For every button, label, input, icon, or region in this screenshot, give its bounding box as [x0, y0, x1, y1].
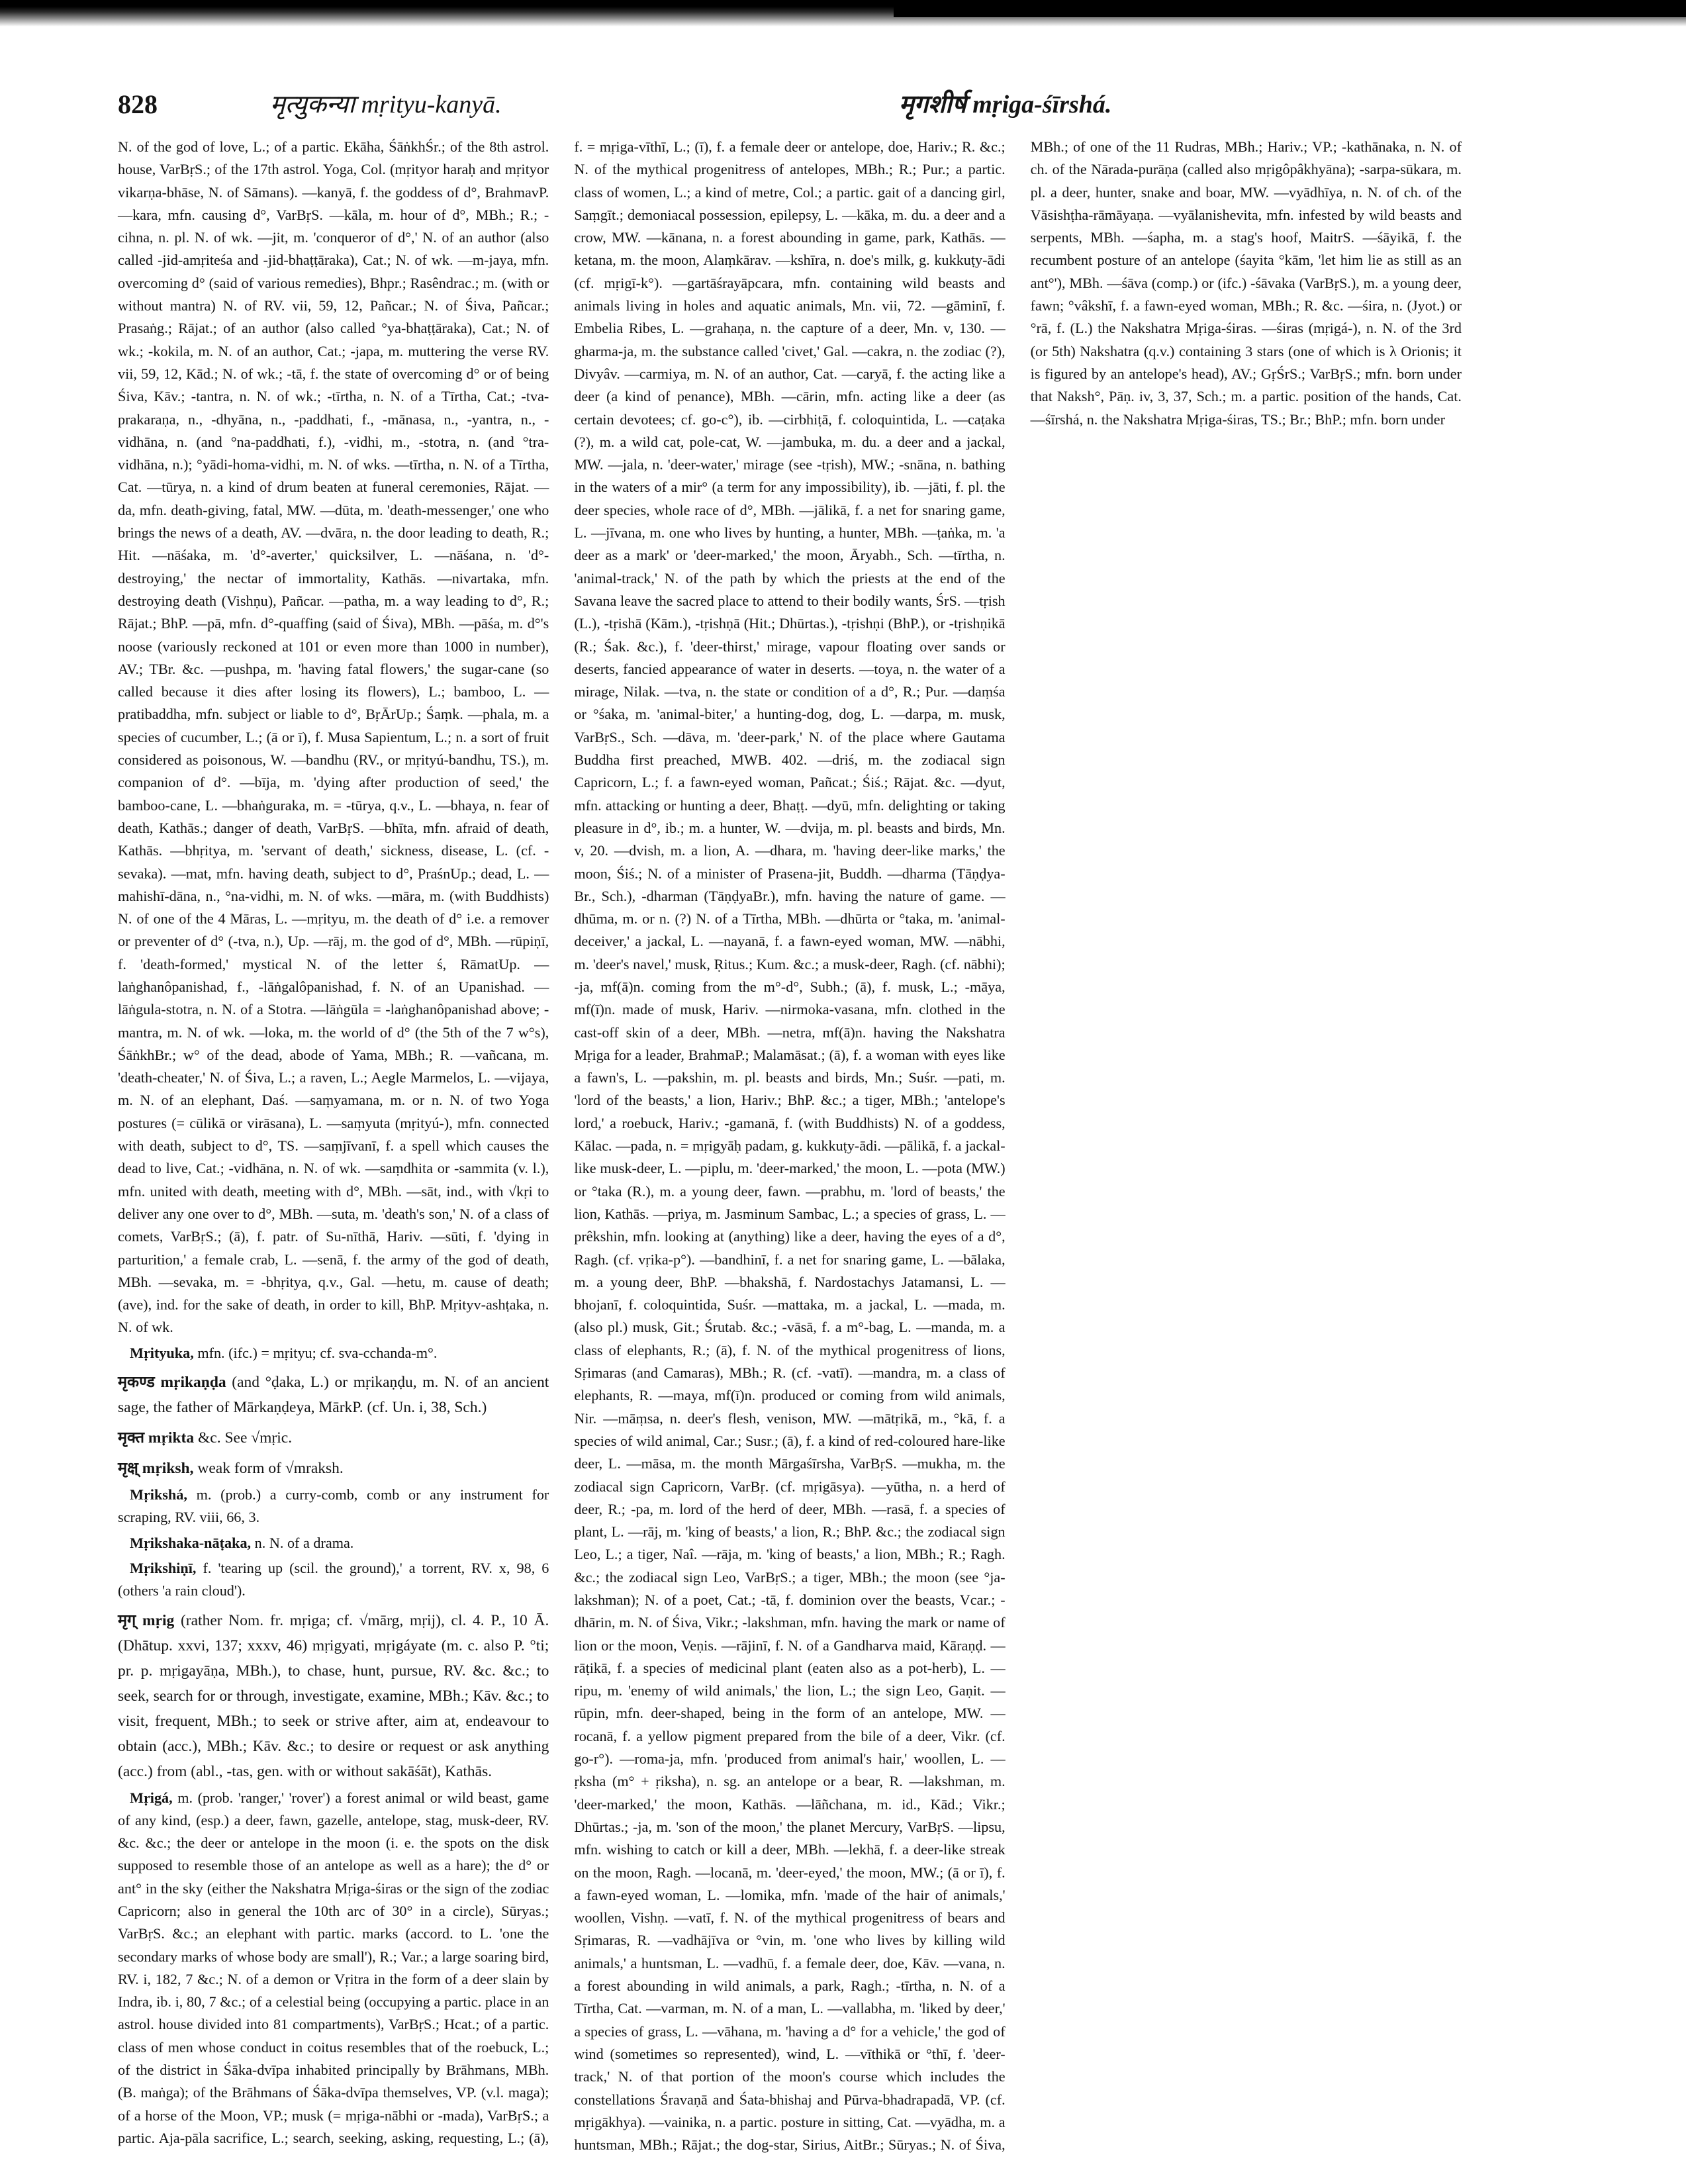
entry-headword: Mṛikshá, — [130, 1486, 187, 1503]
dictionary-entry — [118, 1484, 549, 1529]
page-number: 828 — [118, 89, 158, 119]
entry-text: &c. See √mṛic. — [194, 1429, 293, 1447]
entry-text: m. (prob. 'ranger,' 'rover') a forest animal or wild beast, game of any kind, (esp.) a deer, fawn, gazelle, antelope, stag, musk-deer, RV. &c. &c.; the deer or antelope in the moon (i. e. the spots on the disk supposed to resemble those of an antelope as well as a hare); the d° or ant° in the sky (either the Nakshatra Mṛiga-śiras or the sign of the zodiac Capricorn; also in general the 10th arc of 30° in a circle), Sūryas.; VarBṛS. &c.; an elephant with partic. marks (accord. to L. 'one the secondary marks of whose body are small'), R.; Var.; a large soaring bird, RV. i, 182, 7 &c.; N. of a demon or Vṛitra in the form of a deer slain by Indra, ib. i, 80, 7 &c.; of a celestial being (occupying a partic. place in an astrol. house divided into 81 compartments), VarBṛS.; Hcat.; of a partic. class of men whose conduct in coitus resembles that of the roebuck, L.; of the district in Śāka-dvīpa inhabited principally by Brāhmans, MBh. (B. maṅga); of the Brāhmans of Śāka-dvīpa themselves, VP. (v.l. maga); of a horse of the Moon, VP.; musk (= mṛiga-nābhi or -mada), VarBṛS.; a partic. Aja-pāla sacrifice, L.; search, seeking, asking, requesting, L.; (ā), f. = mṛiga-vīthī, L.; (ī), f. a female deer or antelope, doe, Hariv.; R. &c.; N. of the mythical progenitress of antelopes, MBh.; R.; Pur.; a partic. class of women, L.; a kind of metre, Col.; a partic. gait of a dancing girl, Saṃgīt.; demoniacal possession, epilepsy, L. —kāka, m. du. a deer and a crow, MW. —kānana, n. a forest abounding in game, park, Kathās. —ketana, m. the moon, Alaṃkārav. —kshīra, n. doe's milk, g. kukkuṭy-ādi (cf. mṛigī-k°). —gartāśrayāpcara, mfn. containing wild beasts and animals living in holes and aquatic animals, Mn. vii, 72. —gāminī, f. Embelia Ribes, L. —grahaṇa, n. the capture of a deer, Mn. v, 130. —gharma-ja, m. the substance called 'civet,' Gal. —cakra, n. the zodiac (?), Divyâv. —carmiya, m. N. of an author, Cat. —caryā, f. the acting like a deer (a kind of penance), MBh. —cārin, mfn. acting like a deer (as certain devotees; cf. go-c°), ib. —cirbhiṭā, f. coloquintida, L. —caṭaka (?), m. a wild cat, pole-cat, W. —jambuka, m. du. a deer and a jackal, MW. —jala, n. 'deer-water,' mirage (see -tṛish), MW.; -snāna, n. bathing in the waters of a mir° (a term for any impossibility), ib. —jāti, f. pl. the deer species, whole race of d°, MBh. —jālikā, f. a net for snaring game, L. —jīvana, m. one who lives by hunting, a hunter, MBh. —ṭaṅka, m. 'a deer as a mark' or 'deer-marked,' the moon, Āryabh., Sch. —tīrtha, n. 'animal-track,' N. of the path by which the priests at the end of the Savana leave the sacred place to attend to their bodily wants, ŚrS. —tṛish (L.), -tṛishā (Kām.), -tṛishṇā (Hit.; Dhūrtas.), -tṛishṇi (BhP.), or -tṛishṇikā (R.; Śak. &c.), f. 'deer-thirst,' mirage, vapour floating over sands or deserts, fancied appearance of water in deserts. —toya, n. the water of a mirage, Nilak. —tva, n. the state or condition of a d°, R.; Pur. —daṃśa or °śaka, m. 'animal-biter,' a hunting-dog, dog, L. —darpa, m. musk, VarBṛS., Sch. —dāva, m. 'deer-park,' N. of the place where Gautama Buddha first preached, MWB. 402. —driś, m. the zodiacal sign Capricorn, L.; f. a fawn-eyed woman, Pañcat.; Śiś.; Rājat. &c. —dyut, mfn. attacking or hunting a deer, Bhaṭṭ. —dyū, mfn. delighting or taking pleasure in d°, ib.; m. a hunter, W. —dvija, m. pl. beasts and birds, Mn. v, 20. —dvish, m. a lion, A. —dhara, m. 'having deer-like marks,' the moon, Śiś.; N. of a minister of Prasena-jit, Buddh. —dharma (Tāṇḍya-Br., Sch.), -dharman (TāṇḍyaBr.), mfn. having the nature of game. —dhūma, m. or n. (?) N. of a Tīrtha, MBh. —dhūrta or °taka, m. 'animal-deceiver,' a jackal, L. —nayanā, f. a fawn-eyed woman, MW. —nābhi, m. 'deer's navel,' musk, Ṛitus.; Kum. &c.; a musk-deer, Ragh. (cf. nābhi); -ja, mf(ā)n. coming from the m°-d°, Subh.; (ā), f. musk, L.; -māya, mf(ī)n. made of musk, Hariv. —nirmoka-vasana, mfn. clothed in the cast-off skin of a deer, MBh. —netra, mf(ā)n. having the Nakshatra Mṛiga for a leader, BrahmaP.; Malamāsat.; (ā), f. a woman with eyes like a fawn's, L. —pakshin, m. pl. beasts and birds, Mn.; Suśr. —pati, m. 'lord of the beasts,' a lion, Hariv.; BhP. &c.; a tiger, MBh.; 'antelope's lord,' a roebuck, Hariv.; -gamanā, f. (with Buddhists) N. of a goddess, Kālac. —pada, n. = mṛigyāḥ padam, g. kukkuṭy-ādi. —pālikā, f. a jackal-like musk-deer, L. —piplu, m. 'deer-marked,' the moon, L. —pota (MW.) or °taka (R.), m. a young deer, fawn. —prabhu, m. 'lord of beasts,' the lion, Kathās. —priya, m. Jasminum Sambac, L.; a species of grass, L. —prêkshin, mfn. looking at (anything) like a deer, having the eyes of a d°, Ragh. (cf. vṛika-p°). —bandhinī, f. a net for snaring game, L. —bālaka, m. a young deer, BhP. —bhakshā, f. Nardostachys Jatamansi, L. —bhojanī, f. coloquintida, Suśr. —mattaka, m. a jackal, L. —mada, m. (also pl.) musk, Git.; Śrutab. &c.; -vāsā, f. a m°-bag, L. —manda, m. a class of elephants, R.; (ā), f. N. of the mythical progenitress of lions, Sṛimaras (and Camaras), MBh.; R. (cf. -vatī). —mandra, m. a class of elephants, R. —maya, mf(ī)n. produced or coming from wild animals, Nir. —māṃsa, n. deer's flesh, venison, MW. —mātṛikā, m., °kā, f. a species of wild animal, Car.; Susr.; (ā), f. a kind of red-coloured hare-like deer, L. —māsa, m. the month Mārgaśīrsha, VarBṛS. —mukha, m. the zodiacal sign Capricorn, VarBṛ. (cf. mṛigāsya). —yūtha, n. a herd of deer, R.; -pa, m. lord of the herd of deer, MBh. —rasā, f. a species of plant, L. —rāj, m. 'king of beasts,' a lion, R.; BhP. &c.; the zodiacal sign Leo, L.; a tiger, Naî. —rāja, m. 'king of beasts,' a lion, MBh.; R.; Ragh. &c.; the zodiacal sign Leo, VarBṛS.; a tiger, MBh.; the moon (see °ja-lakshman); N. of a poet, Cat.; -tā, f. dominion over the beasts, Vcar.; -dhārin, m. N. of Śiva, Vikr.; -lakshman, mfn. having the mark or name of lion or the moon, Veṇis. —rājinī, f. N. of a Gandharva maid, Kāraṇḍ. —rāṭikā, f. a species of medicinal plant (eaten also as a pot-herb), L. —ripu, m. 'enemy of wild animals,' the lion, L.; the sign Leo, Gaṇit. —rūpin, mfn. deer-shaped, being in the form of an antelope, MW. —rocanā, f. a yellow pigment prepared from the bile of a deer, Vikr. (cf. go-r°). —roma-ja, mfn. 'produced from animal's hair,' woollen, L. —ṛksha (m° + ṛiksha), n. sg. an antelope or a bear, R. —lakshman, m. 'deer-marked,' the moon, Kathās. —lāñchana, m. id., Kād.; Vikr.; Dhūrtas.; -ja, m. 'son of the moon,' the planet Mercury, VarBṛS. —lipsu, mfn. wishing to catch or kill a deer, MBh. —lekhā, f. a deer-like streak on the moon, Ragh. —locanā, m. 'deer-eyed,' the moon, MW.; (ā or ī), f. a fawn-eyed woman, L. —lomika, mfn. 'made of the hair of animals,' woollen, Vishṇ. —vatī, f. N. of the mythical progenitress of bears and Sṛimaras, R. —vadhājīva or °vin, m. 'one who lives by killing wild animals,' a huntsman, L. —vadhū, f. a female deer, doe, Kāv. —vana, n. a forest abounding in wild animals, a park, Ragh.; -tīrtha, n. N. of a Tīrtha, Cat. —varman, m. N. of a man, L. —vallabha, m. 'liked by deer,' a species of grass, L. —vāhana, m. 'having a d° for a vehicle,' the god of wind (sometimes so represented), wind, L. —vīthikā or °thī, f. 'deer-track,' N. of that portion of the moon's course which includes the constellations Śravaṇā and Śata-bhishaj and Pūrva-bhadrapadā, VP. (cf. mṛigākhya). —vainika, n. a partic. posture in sitting, Cat. —vyādha, m. a huntsman, MBh.; Rājat.; the dog-star, Sirius, AitBr.; Sūryas.; N. of Śiva, MBh.; of one of the 11 Rudras, MBh.; Hariv.; VP.; -kathānaka, n. N. of ch. of the Nārada-purāṇa (called also mṛigôpâkhyāna); -sarpa-sūkara, m. pl. a deer, hunter, snake and boar, MW. —vyādhīya, n. N. of ch. of the Vāsishṭha-rāmāyaṇa. —vyālanishevita, mfn. infested by wild beasts and serpents, MBh. —śapha, m. a stag's hoof, MaitrS. —śāyikā, f. the recumbent posture of an antelope (śayita °kām, 'let him lie as still as an ant°'), MBh. —śāva (comp.) or (ifc.) -śāvaka (VarBṛS.), m. a young deer, fawn; °vâkshī, f. a fawn-eyed woman, MBh.; R. &c. —śira, n. (Jyot.) or °rā, f. (L.) the Nakshatra Mṛiga-śiras. —śiras (mṛigá-), n. N. of the 3rd (or 5th) Nakshatra (q.v.) containing 3 stars (one of which is λ Orionis; it is figured by an antelope's head), AV.; GṛŚrS.; VarBṛS.; mfn. born under that Naksh°, Pāṇ. iv, 3, 37, Sch.; m. a partic. position of the hands, Cat. —śīrshá, n. the Nakshatra Mṛiga-śiras, TS.; Br.; BhP.; mfn. born under — [118, 138, 1462, 2154]
entry-headword: Mṛityuka, — [130, 1344, 194, 1361]
entry-text: weak form of √mraksh. — [193, 1460, 344, 1478]
entry-headword: Mṛigá, — [130, 1789, 173, 1806]
entry-headword: Mṛikshiṇī, — [130, 1559, 197, 1576]
entry-headword: Mṛikshaka-nāṭaka, — [130, 1534, 252, 1551]
entry-text: (rather Nom. fr. mṛiga; cf. √mārg, mṛij), cl. 4. P., 10 Ā. (Dhātup. xxvi, 137; xxxv, 46) mṛigyati, mṛigáyate (m. c. also P. °ti; pr. p. mṛigayāṇa, MBh.), to chase, hunt, pursue, RV. &c. &c.; to seek, search for or through, investigate, examine, MBh.; Kāv. &c.; to visit, frequent, MBh.; to seek or strive after, aim at, endeavour to obtain (acc.), MBh.; Kāv. &c.; to desire or request or ask anything (acc.) from (abl., -tas, gen. with or without sakāśāt), Kathās. — [118, 1611, 549, 1780]
entry-headword: मृकण्ड mṛikaṇḍa — [118, 1374, 226, 1392]
entry-headword: मृक्त mṛikta — [118, 1429, 195, 1447]
dictionary-entry — [118, 1557, 549, 1603]
dictionary-entry — [118, 1456, 549, 1481]
page-header — [118, 85, 1462, 124]
dictionary-entry — [118, 1532, 549, 1554]
entry-text: N. of the god of love, L.; of a partic. Ekāha, ŚāṅkhŚr.; of the 8th astrol. house, VarBṛS.; of the 17th astrol. Yoga, Col. (mṛityor haraḥ and mṛityor vikarṇa-bhāse, N. of Sāmans). —kanyā, f. the goddess of d°, BrahmavP. —kara, mfn. causing d°, VarBṛS. —kāla, m. hour of d°, MBh.; R.; -cihna, n. pl. N. of wk. —jit, m. 'conqueror of d°,' N. of an author (also called -jid-amṛiteśa and -jid-bhaṭṭāraka), Cat.; N. of wk. —m-jaya, mfn. overcoming d° (said of various remedies), Bhpr.; Rasêndrac.; m. (with or without mantra) N. of RV. vii, 59, 12, Pañcar.; N. of Śiva, Pañcar.; Prasaṅg.; Rājat.; of an author (also called °ya-bhaṭṭāraka), Cat.; N. of wk.; -kokila, m. N. of an author, Cat.; -japa, m. muttering the verse RV. vii, 59, 12, Kād.; N. of wk.; -tā, f. the state of overcoming d° or of being Śiva, Kāv.; -tantra, n. N. of wk.; -tīrtha, n. N. of a Tīrtha, Cat.; -tva-prakaraṇa, n., -dhyāna, n., -paddhati, f., -mānasa, n., -yantra, n., -vidhāna, n. (and °na-paddhati, f.), -vidhi, m., -stotra, n. (and °tra-vidhāna, n.); °yādi-homa-vidhi, m. N. of wks. —tīrtha, n. N. of a Tīrtha, Cat. —tūrya, n. a kind of drum beaten at funeral ceremonies, Rājat. —da, mfn. death-giving, fatal, MW. —dūta, m. 'death-messenger,' one who brings the news of a death, AV. —dvāra, n. the door leading to death, R.; Hit. —nāśaka, m. 'd°-averter,' quicksilver, L. —nāśana, n. 'd°-destroying,' the nectar of immortality, Kathās. —nivartaka, mfn. destroying death (Vishṇu), Pañcar. —patha, m. a way leading to d°, R.; Rājat.; BhP. —pā, mfn. d°-quaffing (said of Śiva), MBh. —pāśa, m. d°'s noose (variously reckoned at 101 or even more than 1000 in number), AV.; TBr. &c. —pushpa, m. 'having fatal flowers,' the sugar-cane (so called because it dies after losing its flowers), L.; bamboo, L. —pratibaddha, mfn. subject or liable to d°, BṛĀrUp.; Śaṃk. —phala, m. a species of cucumber, L.; (ā or ī), f. Musa Sapientum, L.; n. a sort of fruit considered as poisonous, W. —bandhu (RV., or mṛityú-bandhu, TS.), m. companion of d°. —bīja, m. 'dying after production of seed,' the bamboo-cane, L. —bhaṅguraka, m. = -tūrya, q.v., L. —bhaya, n. fear of death, Kathās.; danger of death, VarBṛS. —bhīta, mfn. afraid of death, Kathās. —bhṛitya, m. 'servant of death,' sickness, disease, L. (cf. -sevaka). —mat, mfn. having death, subject to d°, PraśnUp.; dead, L. —mahishī-dāna, n., °na-vidhi, m. N. of wks. —māra, m. (with Buddhists) N. of one of the 4 Māras, L. —mṛityu, m. the death of d° i.e. a remover or preventer of d° (-tva, n.), Up. —rāj, m. the god of d°, MBh. —rūpiṇī, f. 'death-formed,' mystical N. of the letter ś, RāmatUp. —laṅghanôpanishad, f., -lāṅgalôpanishad, f. N. of an Upanishad. —lāṅgula-stotra, n. N. of a Stotra. —lāṅgūla = -laṅghanôpanishad above; -mantra, m. N. of wk. —loka, m. the world of d° (the 5th of the 7 w°s), ŚāṅkhBr.; w° of the dead, abode of Yama, MBh.; R. —vañcana, m. 'death-cheater,' N. of Śiva, L.; a raven, L.; Aegle Marmelos, L. —vijaya, m. N. of an elephant, Daś. —saṃyamana, m. or n. N. of two Yoga postures (= cūlikā or virāsana), L. —saṃyuta (mṛityú-), mfn. connected with death, subject to d°, TS. —saṃjīvanī, f. a spell which causes the dead to live, Cat.; -vidhāna, n. N. of wk. —saṃdhita or -sammita (v. l.), mfn. united with death, meeting with d°, MBh. —sāt, ind., with √kṛi to deliver any one over to d°, MBh. —suta, m. 'death's son,' N. of a class of comets, VarBṛS.; (ā), f. patr. of Su-nīthā, Hariv. —sūti, f. 'dying in parturition,' a female crab, L. —senā, f. the army of the god of death, MBh. —sevaka, m. = -bhṛitya, q.v., Gal. —hetu, m. cause of death; (ave), ind. for the sake of death, in order to kill, BhP. Mṛityv-ashṭaka, n. N. of wk. — [118, 138, 549, 1336]
dictionary-entry — [118, 136, 549, 1339]
scan-edge — [0, 0, 1686, 26]
dictionary-entry — [118, 1425, 549, 1450]
entry-headword: मृक्ष् mṛiksh, — [118, 1460, 194, 1478]
entry-text: m. (prob.) a curry-comb, comb or any instrument for scraping, RV. viii, 66, 3. — [118, 1486, 549, 1526]
entry-text: mfn. (ifc.) = mṛityu; cf. sva-cchanda-m°. — [193, 1344, 438, 1361]
entry-text: n. N. of a drama. — [251, 1534, 354, 1551]
left-guide-word: मृत्युकन्या mṛityu-kanyā. — [270, 91, 502, 119]
right-guide-word: मृगशीर्ष mṛiga-śīrshá. — [899, 91, 1112, 119]
dictionary-entry — [118, 1370, 549, 1420]
dictionary-entry — [118, 1608, 549, 1784]
dictionary-entry — [118, 1342, 549, 1364]
entry-text: f. 'tearing up (scil. the ground),' a torrent, RV. x, 98, 6 (others 'a rain cloud'). — [118, 1559, 549, 1599]
entry-headword: मृग् mṛig — [118, 1611, 175, 1629]
entry-text: (and °ḍaka, L.) or mṛikaṇḍu, m. N. of an ancient sage, the father of Mārkaṇḍeya, MārkP. (cf. Un. i, 38, Sch.) — [118, 1374, 549, 1417]
dictionary-columns — [118, 136, 1462, 2168]
